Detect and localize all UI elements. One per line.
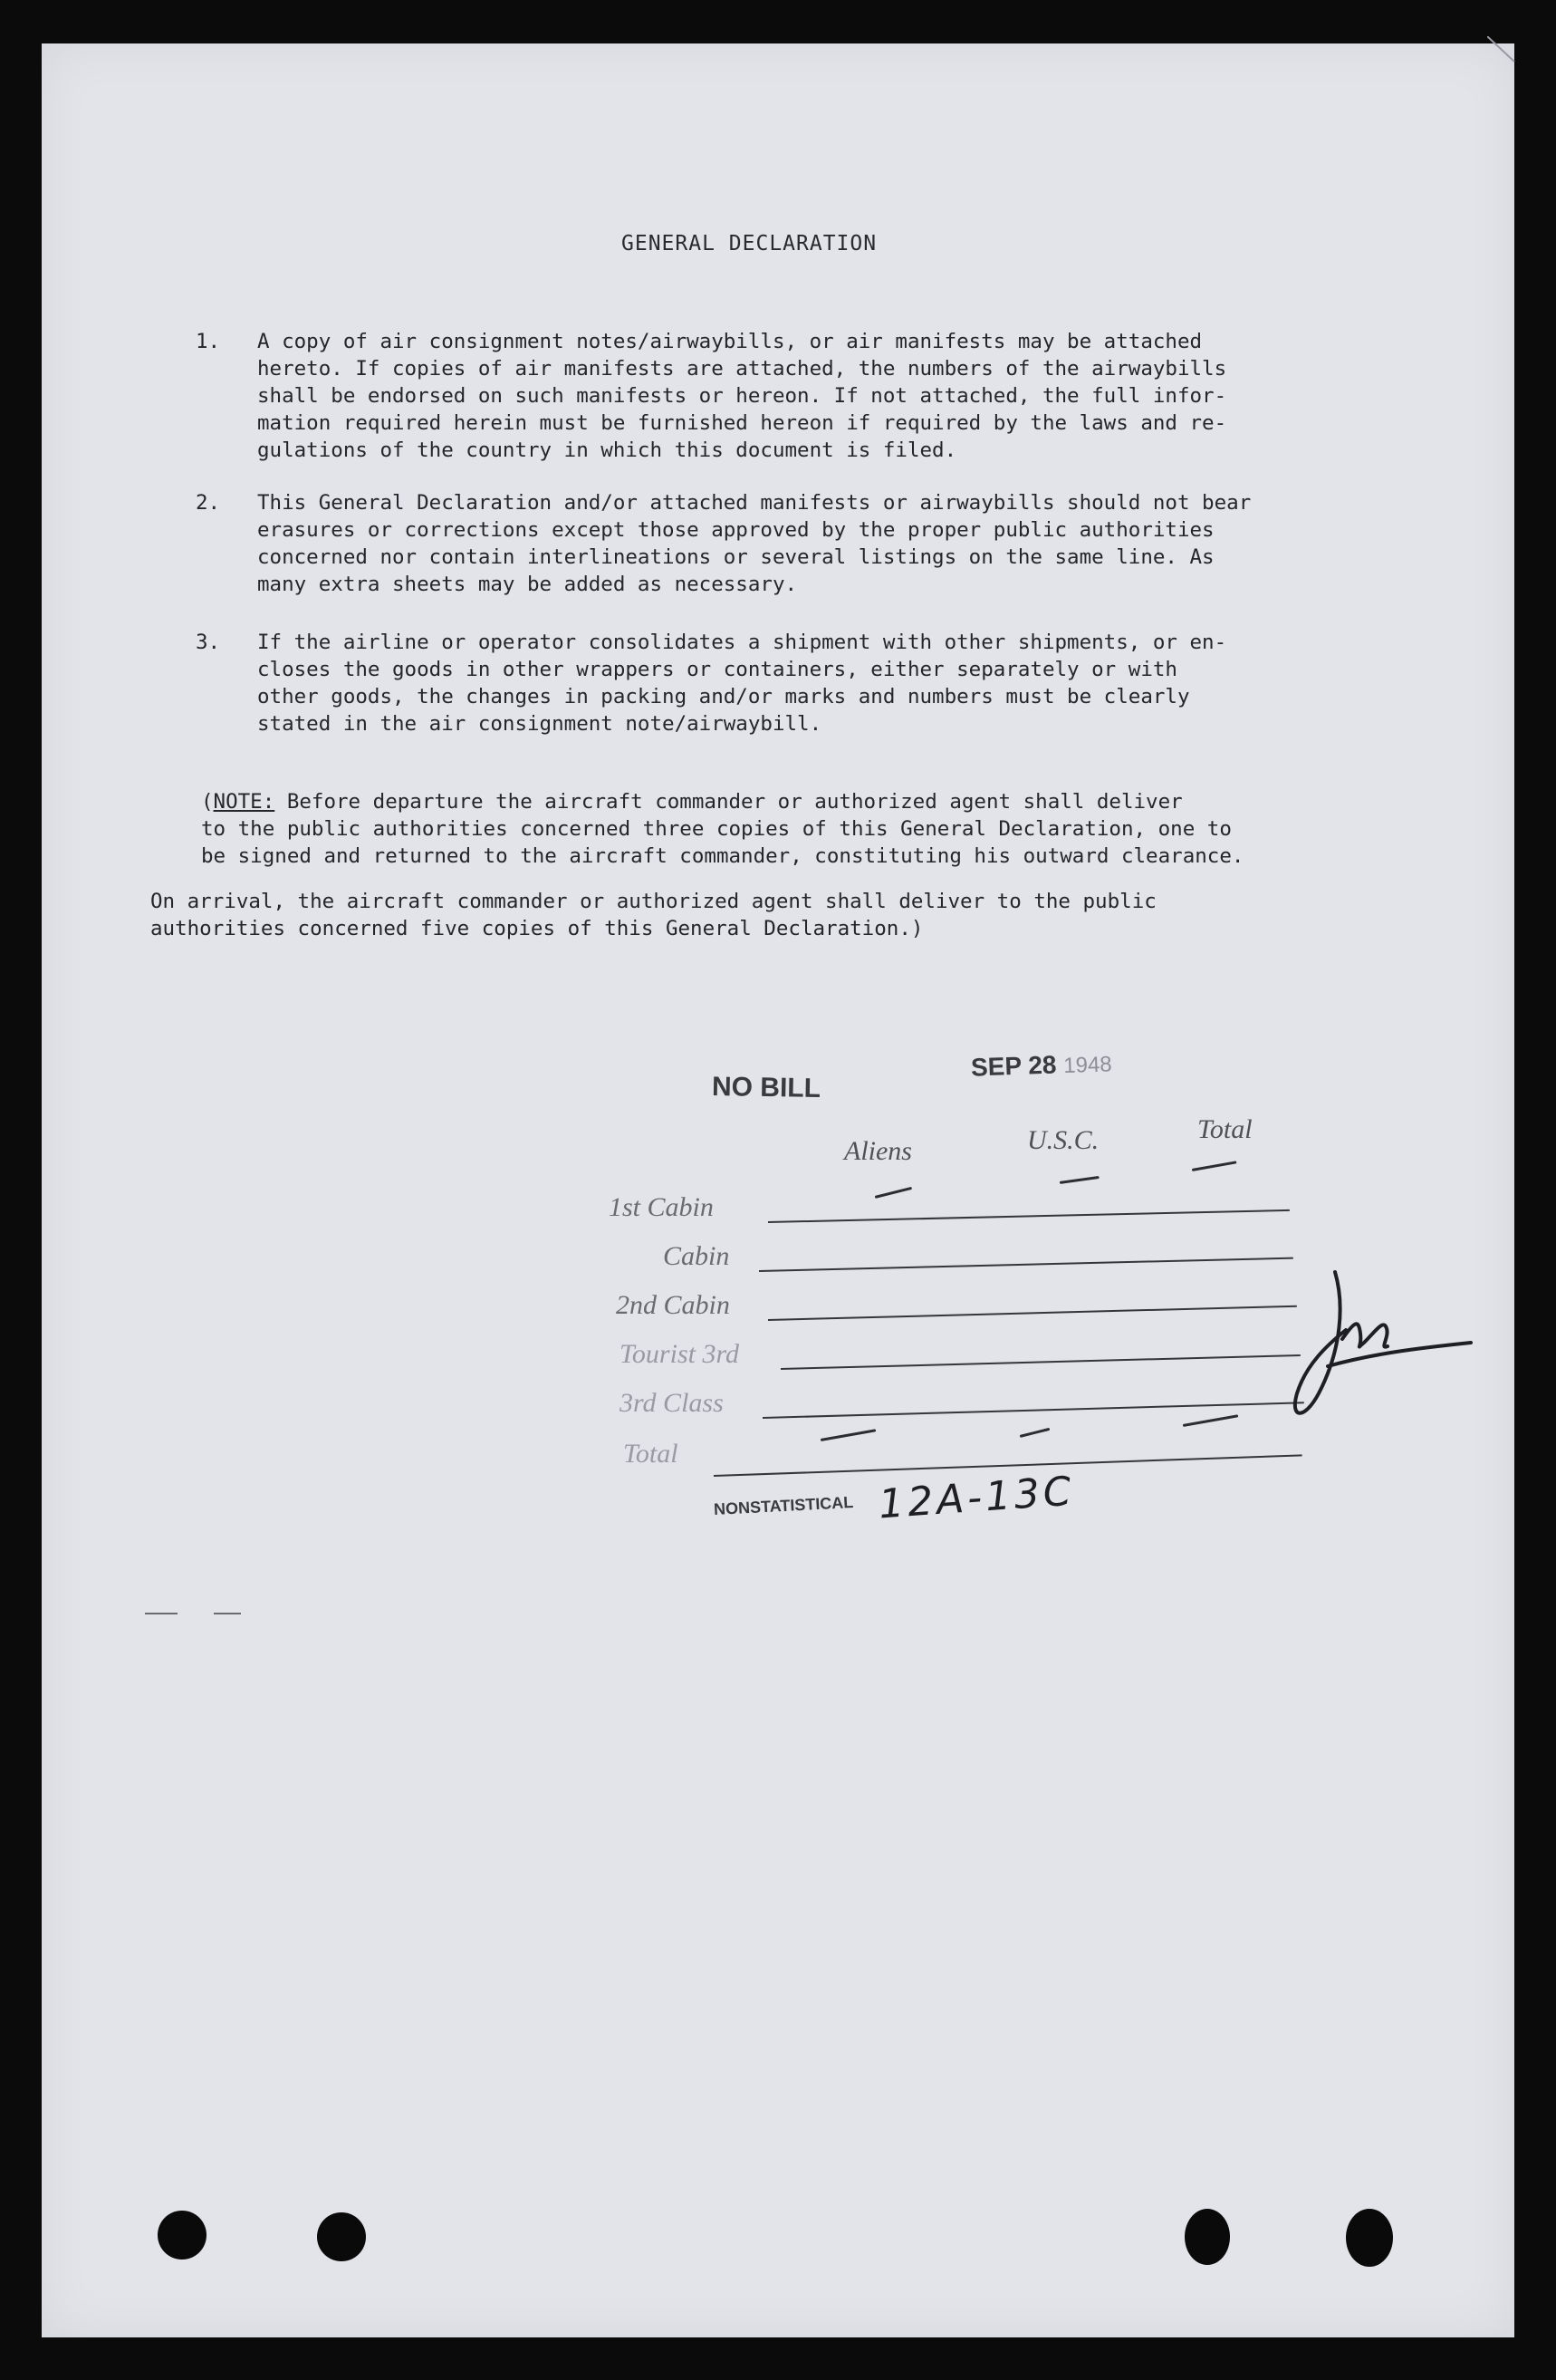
note-first-line-text: Before departure the aircraft commander or authorized agent shall deliver bbox=[274, 790, 1183, 814]
date-stamp-month-day: SEP 28 bbox=[970, 1050, 1057, 1082]
clause-line: shall be endorsed on such manifests or hereon. If not attached, the full infor- bbox=[257, 384, 1227, 408]
row-label-2nd-cabin: 2nd Cabin bbox=[616, 1290, 730, 1320]
dash-mark bbox=[1060, 1176, 1100, 1184]
clause-line: This General Declaration and/or attached manifests or airwaybills should not bear bbox=[257, 491, 1252, 515]
row-label-total: Total bbox=[623, 1439, 678, 1469]
nonstatistical-stamp: NONSTATISTICAL bbox=[713, 1492, 854, 1519]
margin-mark bbox=[214, 1613, 241, 1614]
dash-mark bbox=[821, 1429, 877, 1441]
row-rule bbox=[759, 1257, 1293, 1272]
punch-hole bbox=[1346, 2209, 1393, 2267]
column-header-usc: U.S.C. bbox=[1027, 1125, 1100, 1155]
no-bill-stamp: NO BILL bbox=[711, 1071, 821, 1104]
arrival-line: authorities concerned five copies of this General Declaration.) bbox=[150, 917, 924, 940]
initials-signature bbox=[1292, 1267, 1491, 1448]
row-label-3rd-class: 3rd Class bbox=[620, 1388, 724, 1418]
margin-mark bbox=[145, 1613, 178, 1614]
punch-hole bbox=[1185, 2209, 1230, 2265]
clause-line: erasures or corrections except those approved by the proper public authorities bbox=[257, 518, 1215, 542]
note-line: be signed and returned to the aircraft commander, constituting his outward clearance. bbox=[201, 844, 1244, 868]
dash-mark bbox=[1020, 1428, 1051, 1438]
note-label: NOTE: bbox=[213, 790, 275, 814]
clause-line: other goods, the changes in packing and/or marks and numbers must be clearly bbox=[257, 685, 1190, 708]
clause-line: stated in the air consignment note/airwaybill. bbox=[257, 712, 822, 736]
document-page bbox=[42, 43, 1514, 2337]
clause-text bbox=[257, 489, 1407, 598]
column-header-total: Total bbox=[1197, 1114, 1253, 1144]
clause-number: 1. bbox=[196, 330, 221, 353]
handwritten-code: 12A-13C bbox=[877, 1468, 1077, 1528]
note-first-line: (NOTE: Before departure the aircraft commander or authorized agent shall deliver bbox=[201, 790, 1183, 814]
corner-fold bbox=[1487, 36, 1523, 72]
column-header-aliens: Aliens bbox=[844, 1136, 912, 1166]
date-stamp bbox=[970, 1048, 1112, 1082]
clause-line: If the airline or operator consolidates a shipment with other shipments, or en- bbox=[257, 631, 1227, 654]
clause-line: mation required herein must be furnished hereon if required by the laws and re- bbox=[257, 411, 1227, 435]
dash-mark bbox=[1183, 1414, 1239, 1427]
row-label-tourist-3rd: Tourist 3rd bbox=[620, 1339, 740, 1369]
arrival-line: On arrival, the aircraft commander or authorized agent shall deliver to the public bbox=[150, 890, 1157, 913]
document-title: GENERAL DECLARATION bbox=[621, 232, 878, 255]
dash-mark bbox=[875, 1187, 912, 1199]
clause-line: many extra sheets may be added as necessary. bbox=[257, 573, 798, 596]
row-rule bbox=[781, 1354, 1301, 1370]
clause-line: A copy of air consignment notes/airwaybills, or air manifests may be attached bbox=[257, 330, 1203, 353]
clause-text bbox=[257, 328, 1407, 464]
clause-line: gulations of the country in which this document is filed. bbox=[257, 438, 957, 462]
clause-number: 3. bbox=[196, 631, 221, 654]
row-label-1st-cabin: 1st Cabin bbox=[609, 1192, 714, 1222]
clause-line: closes the goods in other wrappers or containers, either separately or with bbox=[257, 658, 1177, 681]
clause-number: 2. bbox=[196, 491, 221, 515]
clause-line: hereto. If copies of air manifests are attached, the numbers of the airwaybills bbox=[257, 357, 1227, 381]
punch-hole bbox=[317, 2212, 366, 2261]
row-label-cabin: Cabin bbox=[663, 1241, 730, 1271]
clause-line: concerned nor contain interlineations or several listings on the same line. As bbox=[257, 545, 1215, 569]
date-stamp-year: 1948 bbox=[1062, 1052, 1113, 1079]
dash-mark bbox=[1192, 1161, 1237, 1171]
punch-hole bbox=[158, 2211, 207, 2260]
row-rule bbox=[768, 1306, 1297, 1321]
note-line: to the public authorities concerned three copies of this General Declaration, one to bbox=[201, 817, 1232, 841]
clause-text bbox=[257, 629, 1407, 737]
row-rule bbox=[768, 1209, 1290, 1223]
arrival-block bbox=[150, 888, 1364, 942]
note-block bbox=[201, 788, 1415, 870]
